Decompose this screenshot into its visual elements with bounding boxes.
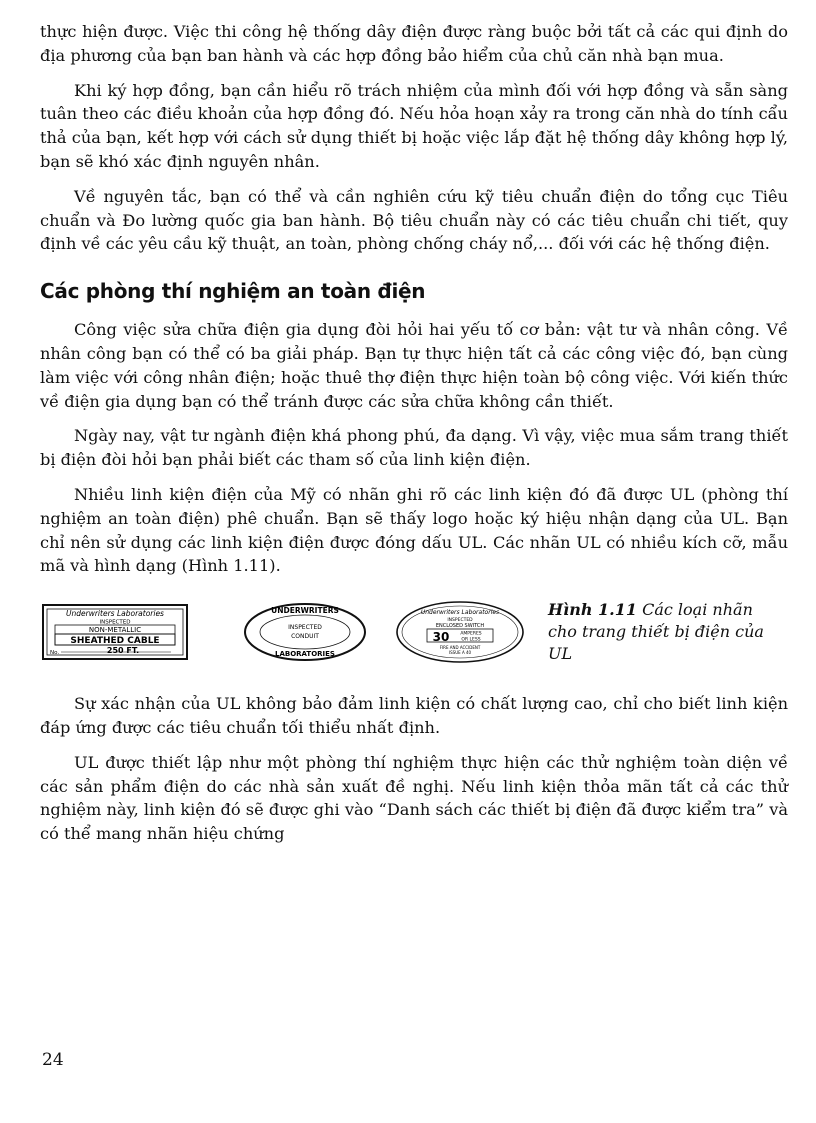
figure-1-11 [40, 592, 788, 672]
label1-line4: 250 FT. [106, 646, 140, 656]
label1-line2: NON-METALLIC [88, 626, 142, 635]
label1-line3: SHEATHED CABLE [70, 636, 160, 647]
paragraph: Sự xác nhận của UL không bảo đảm linh kiện có chất lượng cao, chỉ cho biết linh kiện đáp ứng được các tiêu chuẩn tối thiểu nhất định. [40, 694, 788, 737]
paragraph: Khi ký hợp đồng, bạn cần hiểu rõ trách nhiệm của mình đối với hợp đồng và sẵn sàng tuân theo các điều khoản của hợp đồng đó. Nếu hỏa hoạn xảy ra trong căn nhà do tính cẩu thả của bạn, kết hợp với cách sử dụng thiết bị hoặc việc lắp đặt hệ thống dây không hợp lý, bạn sẽ khó xác định nguyên nhân. [40, 80, 788, 171]
paragraph: Về nguyên tắc, bạn có thể và cần nghiên cứu kỹ tiêu chuẩn điện do tổng cục Tiêu chuẩn và Đo lường quốc gia ban hành. Bộ tiêu chuẩn này có các tiêu chuẩn chi tiết, quy định về các yêu cầu kỹ thuật, an toàn, phòng chống cháy nổ,... đối với các hệ thống điện. [40, 186, 788, 254]
label3-line3b: OR LESS [461, 637, 481, 643]
label2-bottom: LABORATORIES [275, 650, 335, 659]
paragraph: UL được thiết lập như một phòng thí nghiệm thực hiện các thử nghiệm toàn diện về các sản phẩm điện do các nhà sản xuất đề nghị. Nếu linh kiện thỏa mãn tất cả các thử nghiệm này, linh kiện đó sẽ được ghi vào “Danh sách các thiết bị điện đã được kiểm tra” và có thể mang nhãn hiệu chứng [40, 752, 788, 844]
ul-label-conduit [230, 600, 380, 664]
label1-prefix: No. [50, 650, 60, 657]
figure-number: Hình 1.11 [548, 600, 637, 620]
page-content [40, 20, 788, 857]
section-heading: Các phòng thí nghiệm an toàn điện [40, 279, 426, 304]
paragraph: Công việc sửa chữa điện gia dụng đòi hỏi hai yếu tố cơ bản: vật tư và nhân công. Về nhân công bạn có thể có ba giải pháp. Bạn tự thực hiện tất cả các công việc đó, bạn cùng làm việc với công nhân điện; hoặc thuê thợ điện thực hiện toàn bộ công việc. Với kiến thức về điện gia dụng bạn có thể tránh được các sửa chữa không cần thiết. [40, 320, 788, 411]
figure-caption [548, 599, 770, 665]
label3-line2: ENCLOSED SWITCH [435, 623, 485, 630]
label3-line3a: AMPERES [460, 631, 482, 637]
label2-line1: INSPECTED [288, 624, 322, 632]
ul-label-switch [390, 599, 530, 665]
label1-arc: Underwriters Laboratories [66, 609, 164, 619]
label3-line4: FIRE AND ACCIDENT [439, 645, 481, 651]
label2-line2: CONDUIT [291, 633, 319, 641]
paragraph: Ngày nay, vật tư ngành điện khá phong phú, đa dạng. Vì vậy, việc mua sắm trang thiết bị điện đòi hỏi bạn phải biết các tham số của linh kiện điện. [40, 426, 788, 470]
label1-line1: INSPECTED [99, 619, 131, 626]
label3-line1: INSPECTED [447, 618, 473, 624]
ul-label-cable [40, 603, 190, 661]
label3-number: 30 [432, 630, 450, 645]
paragraph: thực hiện được. Việc thi công hệ thống dây điện được ràng buộc bởi tất cả các qui định do địa phương của bạn ban hành và các hợp đồng bảo hiểm của chủ căn nhà bạn mua. [40, 22, 788, 65]
paragraph: Nhiều linh kiện điện của Mỹ có nhãn ghi rõ các linh kiện đó đã được UL (phòng thí nghiệm an toàn điện) phê chuẩn. Bạn sẽ thấy logo hoặc ký hiệu nhận dạng của UL. Bạn chỉ nên sử dụng các linh kiện điện được đóng dấu UL. Các nhãn UL có nhiều kích cỡ, mẫu mã và hình dạng (Hình 1.11). [40, 484, 788, 576]
label3-arc: Underwriters Laboratories [420, 609, 500, 617]
page-number: 24 [42, 1050, 64, 1070]
figure-caption-text: Các loại nhãn cho trang thiết bị điện của UL [548, 600, 764, 664]
label2-top: UNDERWRITERS [271, 606, 339, 616]
label3-line5: ISSUE A 40 [448, 650, 472, 656]
